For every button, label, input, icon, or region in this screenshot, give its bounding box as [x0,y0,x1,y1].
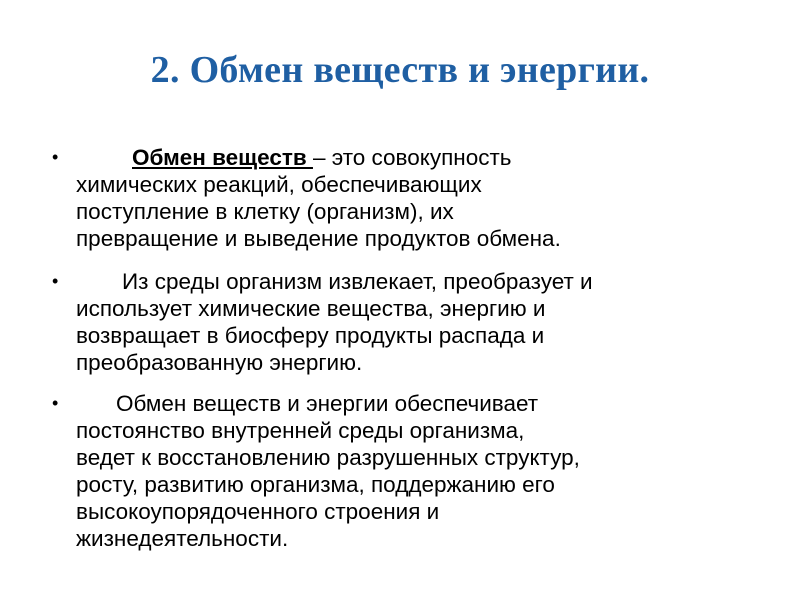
bullet-line: использует химические вещества, энергию и [76,296,546,321]
bullet-line: жизнедеятельности. [76,526,289,551]
bullet-line: росту, развитию организма, поддержанию его [76,472,555,497]
bullet-marker: • [52,393,59,413]
definition-text: – это совокупность [312,145,512,170]
bullet-line: возвращает в биосферу продукты распада и [76,323,545,348]
bullet-line: поступление в клетку (организм), их [76,199,454,224]
slide-title: 2. Обмен веществ и энергии. [150,49,650,91]
term-metabolism: Обмен веществ [132,145,313,170]
bullet-line: Обмен веществ и энергии обеспечивает [116,391,539,416]
bullet-item-2 [52,268,766,376]
bullet-line: высокоупорядоченного строения и [76,499,440,524]
bullet-line: Из среды организм извлекает, преобразует и [122,269,593,294]
bullet-line: преобразованную энергию. [76,350,363,375]
bullet-item-1 [52,144,766,252]
bullet-line: ведет к восстановлению разрушенных структур, [76,445,580,470]
bullet-marker: • [52,147,59,167]
bullet-line: постоянство внутренней среды организма, [76,418,525,443]
bullet-line: химических реакций, обеспечивающих [76,172,482,197]
bullet-line [76,144,766,171]
bullet-marker: • [52,271,59,291]
bullet-item-3 [52,390,766,552]
bullet-line: превращение и выведение продуктов обмена. [76,226,561,251]
